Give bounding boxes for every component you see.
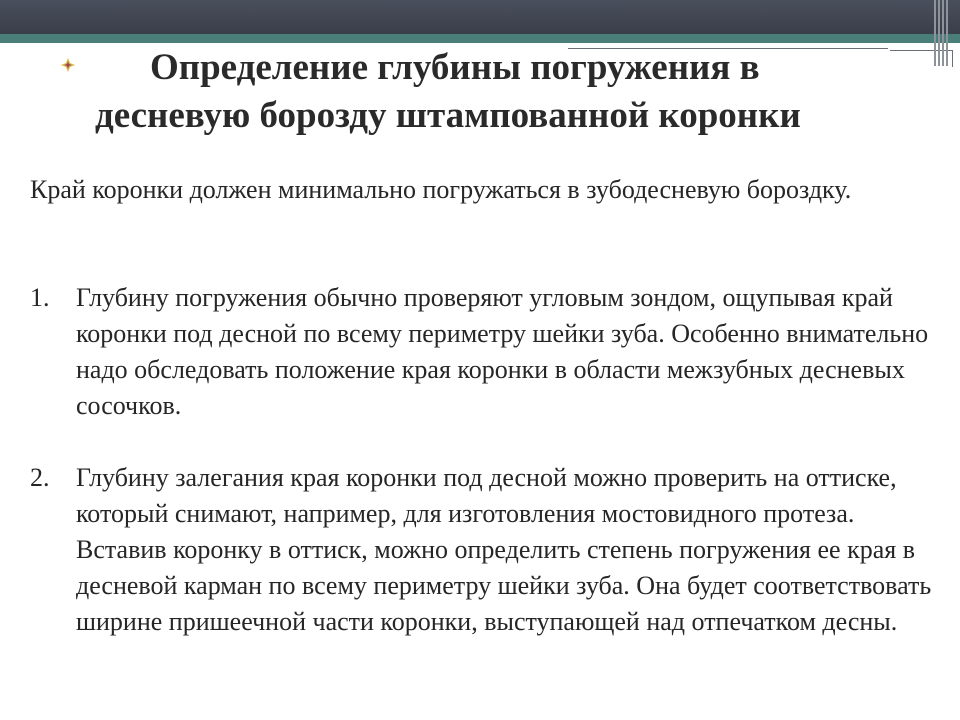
slide-title bbox=[95, 44, 925, 140]
intro-paragraph: Край коронки должен минимально погружаться в зубодесневую бороздку. bbox=[30, 175, 852, 204]
corner-stripes bbox=[932, 0, 948, 66]
four-point-star-icon bbox=[61, 58, 75, 72]
list-number: 1. bbox=[30, 283, 50, 312]
list-item-text: Глубину погружения обычно проверяют угловым зондом, ощупывая край коронки под десной по всему периметру шейки зуба. Особенно внимательно надо обследовать положение края коронки в области межзубных десневых сосочков. bbox=[76, 283, 929, 420]
list-number: 2. bbox=[30, 463, 50, 492]
top-band bbox=[0, 0, 960, 34]
teal-accent-bar bbox=[0, 34, 960, 43]
title-line-1: Определение глубины погружения в bbox=[150, 47, 760, 88]
numbered-list bbox=[30, 280, 950, 640]
list-item bbox=[30, 280, 950, 424]
list-item-text: Глубину залегания края коронки под десной можно проверить на оттиске, который снимают, например, для изготовления мостовидного протеза. Вставив коронку в оттиск, можно определить степень погружения ее края в десневой карман по всему периметру шейки зуба. Она будет соответствовать ширине пришеечной части коронки, выступающей над отпечатком десны. bbox=[76, 463, 932, 636]
list-item bbox=[30, 460, 950, 640]
title-line-2: десневую борозду штампованной коронки bbox=[95, 95, 801, 136]
